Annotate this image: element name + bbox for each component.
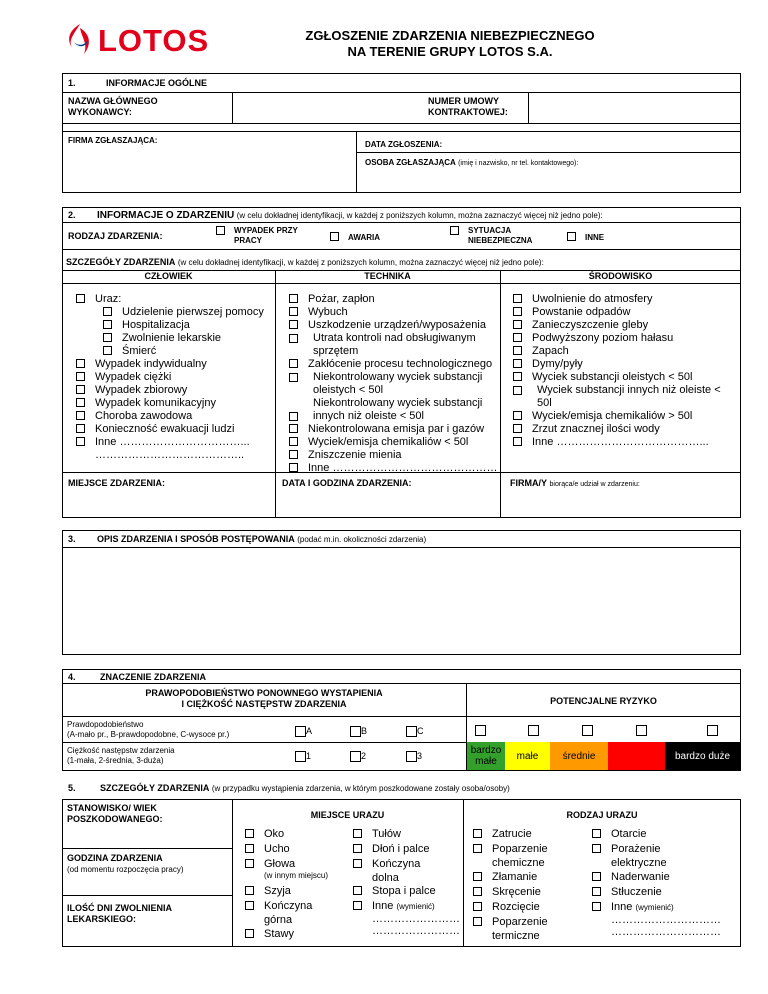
prob-opt-b[interactable]: B (350, 726, 367, 737)
checkbox[interactable] (289, 450, 298, 459)
event-type-label: RODZAJ ZDARZENIA: (68, 231, 163, 241)
human-item[interactable]: Wypadek ciężki (76, 371, 171, 384)
sev-opt-2[interactable]: 2 (350, 751, 366, 762)
checkbox[interactable] (289, 437, 298, 446)
checkbox[interactable] (245, 859, 254, 868)
checkbox[interactable] (289, 320, 298, 329)
place-item[interactable]: Stawy (245, 928, 294, 941)
checkbox[interactable] (353, 844, 362, 853)
checkbox[interactable] (295, 751, 306, 762)
checkbox[interactable] (513, 346, 522, 355)
checkbox[interactable] (350, 751, 361, 762)
contract-no-label: NUMER UMOWY KONTRAKTOWEJ: (428, 96, 508, 117)
kind-item[interactable]: Skręcenie (473, 886, 541, 899)
days-label: ILOŚĆ DNI ZWOLNIENIA LEKARSKIEGO: (67, 903, 172, 924)
checkbox[interactable] (353, 859, 362, 868)
place-item[interactable]: Kończyna (353, 858, 420, 871)
s3-num: 3. (68, 534, 76, 544)
checkbox[interactable] (473, 829, 482, 838)
details-title: SZCZEGÓŁY ZDARZENIA (w celu dokładnej identyfikacji, w każdej z poniższych kolumn, można zaznaczyć więcej niż jedno pole): (66, 257, 544, 267)
kind-item[interactable]: Stłuczenie (592, 886, 662, 899)
title-line1: ZGŁOSZENIE ZDARZENIA NIEBEZPIECZNEGO (305, 28, 595, 43)
checkbox[interactable] (103, 333, 112, 342)
checkbox[interactable] (289, 294, 298, 303)
checkbox[interactable] (592, 829, 601, 838)
checkbox[interactable] (289, 334, 298, 343)
injury-place-title: MIEJSCE URAZU (310, 810, 385, 820)
kind-item[interactable]: Inne (wymienić) (592, 901, 674, 914)
kind-other-dots: ………………………… (611, 926, 721, 938)
human-dots: ………………………………….. (95, 449, 245, 461)
kind-item-cont: chemiczne (492, 857, 545, 869)
prob-label: Prawdopodobieństwo (A-mało pr., B-prawdopodobne, C-wysoce pr.) (67, 720, 230, 739)
kind-item[interactable]: Złamanie (473, 871, 537, 884)
risk-low: małe (505, 742, 550, 770)
checkbox[interactable] (245, 844, 254, 853)
checkbox[interactable] (76, 398, 85, 407)
checkbox[interactable] (592, 887, 601, 896)
checkbox[interactable] (473, 917, 482, 926)
tech-item[interactable]: Niekontrolowany wyciek substancji oleistych < 50l (289, 371, 494, 397)
main-contractor-label: NAZWA GŁÓWNEGO WYKONAWCY: (68, 96, 158, 117)
col-env-header: ŚRODOWISKO (588, 271, 653, 281)
checkbox[interactable] (76, 411, 85, 420)
tech-item[interactable]: Zakłócenie procesu technologicznego (289, 358, 492, 371)
prob-opt-a[interactable]: A (295, 726, 312, 737)
reporter-label: OSOBA ZGŁASZAJĄCA (imię i nazwisko, nr tel. kontaktowego): (365, 158, 579, 167)
firms-label: FIRMA/Y biorąca/e udział w zdarzeniu: (510, 478, 640, 488)
risk-checkbox-high[interactable] (636, 725, 647, 736)
tech-item[interactable]: Inne ……………………………………… (289, 462, 497, 475)
checkbox[interactable] (513, 372, 522, 381)
env-item[interactable]: Powstanie odpadów (513, 306, 630, 319)
contract-no-field[interactable] (530, 94, 739, 122)
report-date-label: DATA ZGŁOSZENIA: (365, 140, 443, 149)
checkbox[interactable] (350, 726, 361, 737)
description-field[interactable] (64, 549, 739, 653)
human-item[interactable]: Wypadek komunikacyjny (76, 397, 216, 410)
human-item[interactable]: Wypadek zbiorowy (76, 384, 187, 397)
env-item[interactable]: Zanieczyszczenie gleby (513, 319, 648, 332)
human-injury[interactable]: Uraz: (76, 293, 121, 306)
human-item[interactable]: Wypadek indywidualny (76, 358, 207, 371)
sev-opt-3[interactable]: 3 (406, 751, 422, 762)
place-item[interactable]: Tułów (353, 828, 401, 841)
checkbox[interactable] (330, 232, 339, 241)
checkbox[interactable] (513, 294, 522, 303)
s1-title: INFORMACJE OGÓLNE (106, 78, 208, 88)
human-item[interactable]: Choroba zawodowa (76, 410, 192, 423)
place-item-cont: górna (264, 914, 293, 926)
kind-item[interactable]: Rozcięcie (473, 901, 540, 914)
checkbox[interactable] (406, 751, 417, 762)
place-other-dots: …………………… (372, 913, 460, 925)
sev-opt-1[interactable]: 1 (295, 751, 311, 762)
s5-title: SZCZEGÓŁY ZDARZENIA (w przypadku wystąpienia zdarzenia, w którym poszkodowane zostały osoba/osoby) (100, 783, 510, 793)
kind-item[interactable]: Naderwanie (592, 871, 670, 884)
kind-item[interactable]: Otarcie (592, 828, 646, 841)
s4-num: 4. (68, 672, 76, 682)
kind-item[interactable]: Poparzenie (473, 916, 548, 929)
kind-other-dots: ………………………… (611, 914, 721, 926)
kind-item-cont: elektryczne (611, 857, 667, 869)
env-item[interactable]: Inne …………………………………... (513, 436, 709, 449)
position-label: STANOWISKO/ WIEK POSZKODOWANEGO: (67, 803, 163, 824)
title-line2: NA TERENIE GRUPY LOTOS S.A. (347, 44, 553, 59)
s5-num: 5. (68, 783, 76, 793)
human-item[interactable]: Inne ……………………………... (76, 436, 250, 449)
tech-item[interactable]: Utrata kontroli nad obsługiwanym sprzętem (289, 332, 494, 358)
tech-item[interactable]: Zniszczenie mienia (289, 449, 402, 462)
human-injury-sub[interactable]: Udzielenie pierwszej pomocy (103, 306, 264, 319)
s4-title: ZNACZENIE ZDARZENIA (100, 672, 206, 682)
env-item[interactable]: Wyciek substancji innych niż oleiste < 50l (513, 384, 737, 410)
risk-title: POTENCJALNE RYZYKO (550, 696, 657, 706)
checkbox[interactable] (295, 726, 306, 737)
checkbox[interactable] (450, 226, 459, 235)
env-item[interactable]: Wyciek/emisja chemikaliów > 50l (513, 410, 692, 423)
col-human-header: CZŁOWIEK (144, 271, 193, 281)
checkbox[interactable] (406, 726, 417, 737)
place-item[interactable]: Głowa (245, 858, 295, 871)
checkbox[interactable] (76, 372, 85, 381)
company-label: FIRMA ZGŁASZAJĄCA: (68, 136, 158, 145)
checkbox[interactable] (592, 872, 601, 881)
env-item[interactable]: Zrzut znacznej ilości wody (513, 423, 660, 436)
s1-num: 1. (68, 78, 76, 88)
logo-text: LOTOS (98, 23, 210, 58)
tech-item[interactable]: Wybuch (289, 306, 348, 319)
checkbox[interactable] (245, 829, 254, 838)
place-item[interactable]: Inne (wymienić) (353, 900, 435, 913)
checkbox[interactable] (76, 424, 85, 433)
checkbox[interactable] (473, 887, 482, 896)
injury-kind-title: RODZAJ URAZU (566, 810, 638, 820)
checkbox[interactable] (245, 929, 254, 938)
checkbox[interactable] (353, 901, 362, 910)
checkbox[interactable] (592, 844, 601, 853)
checkbox[interactable] (513, 333, 522, 342)
checkbox[interactable] (289, 359, 298, 368)
kind-item-cont: termiczne (492, 930, 540, 942)
lotos-flame-icon (64, 22, 96, 56)
prob-opt-c[interactable]: C (406, 726, 424, 737)
tech-item[interactable]: Wyciek/emisja chemikaliów < 50l (289, 436, 468, 449)
checkbox[interactable] (289, 307, 298, 316)
env-item[interactable]: Dymy/pyły (513, 358, 583, 371)
company-field[interactable] (64, 146, 354, 191)
risk-very-low: bardzo małe (467, 742, 505, 770)
checkbox[interactable] (353, 886, 362, 895)
place-item[interactable]: Ucho (245, 843, 290, 856)
checkbox[interactable] (216, 226, 225, 235)
checkbox[interactable] (513, 307, 522, 316)
place-item[interactable]: Kończyna (245, 900, 312, 913)
tech-item[interactable]: Pożar, zapłon (289, 293, 375, 306)
place-item[interactable]: Dłoń i palce (353, 843, 429, 856)
risk-checkbox-very-high[interactable] (707, 725, 718, 736)
risk-checkbox-medium[interactable] (582, 725, 593, 736)
checkbox[interactable] (513, 359, 522, 368)
checkbox[interactable] (103, 307, 112, 316)
place-label: MIEJSCE ZDARZENIA: (68, 478, 166, 488)
kind-item[interactable]: Poparzenie (473, 843, 548, 856)
s3-title: OPIS ZDARZENIA I SPOSÓB POSTĘPOWANIA (podać m.in. okoliczności zdarzenia) (97, 534, 427, 544)
risk-high: duże (608, 742, 665, 770)
hour-label: GODZINA ZDARZENIA (od momentu rozpoczęcia pracy) (67, 853, 184, 874)
tech-item[interactable]: Niekontrolowana emisja par i gazów (289, 423, 484, 436)
logo (64, 22, 210, 58)
checkbox[interactable] (353, 829, 362, 838)
checkbox[interactable] (103, 346, 112, 355)
checkbox[interactable] (473, 902, 482, 911)
checkbox[interactable] (76, 294, 85, 303)
risk-checkbox-low[interactable] (528, 725, 539, 736)
kind-item[interactable]: Porażenie (592, 843, 661, 856)
env-item[interactable]: Uwolnienie do atmosfery (513, 293, 652, 306)
checkbox[interactable] (513, 437, 522, 446)
place-note: (w innym miejscu) (264, 871, 329, 880)
kind-item[interactable]: Zatrucie (473, 828, 532, 841)
tech-item[interactable]: Niekontrolowany wyciek substancji innych niż oleiste < 50l (289, 397, 494, 423)
human-injury-sub[interactable]: Zwolnienie lekarskie (103, 332, 221, 345)
checkbox[interactable] (289, 412, 298, 421)
checkbox[interactable] (513, 411, 522, 420)
checkbox[interactable] (103, 320, 112, 329)
risk-medium: średnie (550, 742, 608, 770)
checkbox[interactable] (289, 463, 298, 472)
human-item[interactable]: Konieczność ewakuacji ludzi (76, 423, 234, 436)
prob-title: PRAWOPODOBIEŃSTWO PONOWNEGO WYSTAPIENIA I CIĘŻKOŚĆ NASTĘPSTW ZDARZENIA (145, 688, 383, 709)
place-item-cont: dolna (372, 872, 399, 884)
checkbox[interactable] (513, 424, 522, 433)
checkbox[interactable] (592, 902, 601, 911)
env-item[interactable]: Wyciek substancji oleistych < 50l (513, 371, 692, 384)
col-tech-header: TECHNIKA (364, 271, 411, 281)
checkbox[interactable] (289, 424, 298, 433)
env-item[interactable]: Zapach (513, 345, 569, 358)
checkbox[interactable] (289, 373, 298, 382)
place-item[interactable]: Stopa i palce (353, 885, 436, 898)
checkbox[interactable] (513, 386, 522, 395)
env-item[interactable]: Podwyższony poziom hałasu (513, 332, 673, 345)
checkbox[interactable] (473, 872, 482, 881)
page-title (250, 28, 650, 60)
checkbox[interactable] (473, 844, 482, 853)
datetime-label: DATA I GODZINA ZDARZENIA: (282, 478, 412, 488)
s2-num: 2. (68, 210, 76, 220)
risk-very-high: bardzo duże (665, 742, 740, 770)
place-item[interactable]: Szyja (245, 885, 291, 898)
place-item[interactable]: Oko (245, 828, 284, 841)
checkbox[interactable] (76, 385, 85, 394)
risk-checkbox-very-low[interactable] (475, 725, 486, 736)
place-other-dots: …………………… (372, 925, 460, 937)
checkbox[interactable] (76, 437, 85, 446)
s2-title: INFORMACJE O ZDARZENIU (w celu dokładnej identyfikacji, w każdej z poniższych kolumn, można zaznaczyć więcej niż jedno pole): (97, 210, 603, 221)
checkbox[interactable] (513, 320, 522, 329)
checkbox[interactable] (245, 901, 254, 910)
sev-label: Ciężkość następstw zdarzenia (1-mała, 2-średnia, 3-duża) (67, 746, 175, 765)
human-injury-sub[interactable]: Śmierć (103, 345, 156, 358)
human-injury-sub[interactable]: Hospitalizacja (103, 319, 190, 332)
tech-item[interactable]: Uszkodzenie urządzeń/wyposażenia (289, 319, 486, 332)
checkbox[interactable] (76, 359, 85, 368)
checkbox[interactable] (245, 886, 254, 895)
checkbox[interactable] (567, 232, 576, 241)
